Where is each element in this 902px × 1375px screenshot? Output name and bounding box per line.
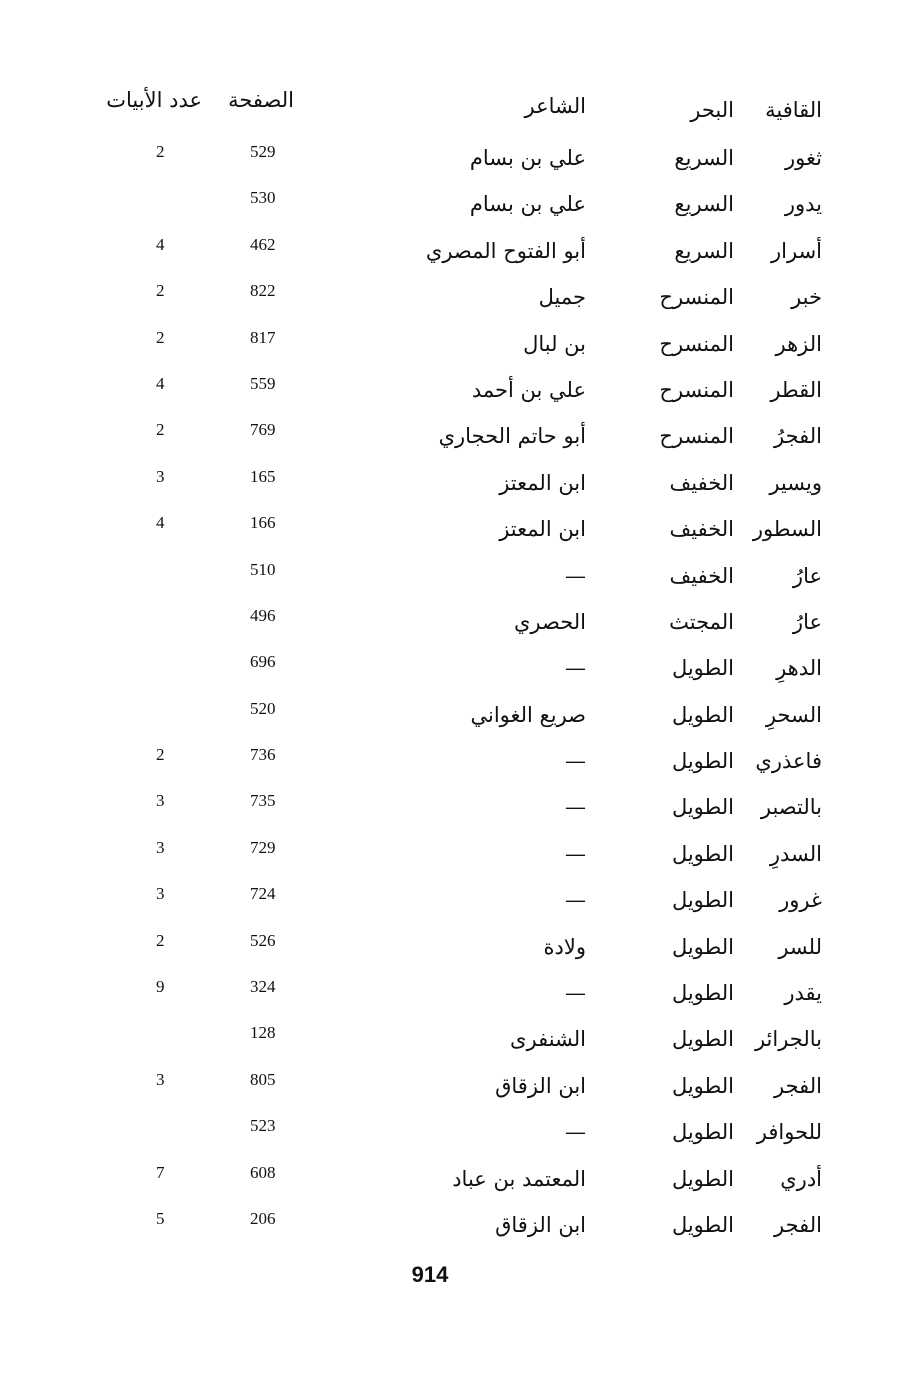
cell-shaer: ابن المعتز (499, 517, 586, 542)
cell-bahr: المنسرح (659, 285, 734, 310)
cell-shaer: — (565, 888, 586, 913)
table-row (0, 789, 902, 835)
header-qafiya: القافية (765, 98, 822, 122)
table-row (0, 650, 902, 696)
table-row (0, 186, 902, 232)
table-header (0, 88, 902, 128)
cell-abyat: 3 (156, 837, 165, 857)
table-row (0, 465, 902, 511)
cell-abyat: 5 (156, 1208, 165, 1228)
cell-abyat: 3 (156, 1069, 165, 1089)
cell-shaer: علي بن بسام (469, 146, 586, 170)
cell-safha: 608 (250, 1162, 276, 1182)
cell-bahr: الطويل (671, 1073, 734, 1098)
cell-qafiya: الزهر (775, 331, 822, 356)
cell-bahr: السريع (674, 192, 734, 217)
cell-safha: 165 (250, 466, 276, 486)
cell-bahr: الطويل (671, 1212, 734, 1237)
table-row (0, 836, 902, 882)
cell-safha: 559 (250, 373, 276, 393)
cell-safha: 324 (250, 977, 276, 997)
cell-qafiya: السطور (752, 517, 822, 542)
cell-qafiya: للسر (778, 934, 822, 959)
cell-shaer: الشنفرى (510, 1027, 586, 1052)
cell-bahr: السريع (674, 146, 734, 170)
cell-abyat: 4 (156, 513, 165, 533)
cell-safha: 166 (250, 513, 276, 533)
cell-qafiya: السحرِ (765, 702, 822, 727)
cell-abyat: 3 (156, 791, 165, 811)
cell-safha: 530 (250, 188, 276, 208)
cell-abyat: 9 (156, 977, 165, 997)
table-row (0, 1068, 902, 1114)
cell-qafiya: عارُ (792, 609, 822, 634)
cell-safha: 696 (250, 652, 276, 672)
cell-shaer: — (565, 1120, 586, 1145)
cell-shaer: ابن الزقاق (495, 1073, 586, 1098)
cell-shaer: — (565, 795, 586, 820)
cell-safha: 729 (250, 837, 276, 857)
cell-safha: 206 (250, 1208, 276, 1228)
cell-abyat: 2 (156, 420, 165, 440)
cell-bahr: الطويل (671, 981, 734, 1006)
cell-bahr: المنسرح (659, 331, 734, 356)
cell-shaer: علي بن بسام (469, 192, 586, 217)
page-number: 914 (411, 1262, 449, 1287)
table-body (0, 140, 902, 1253)
cell-shaer: أبو الفتوح المصري (425, 238, 586, 263)
cell-safha: 526 (250, 930, 276, 950)
header-bahr: البحر (690, 98, 734, 122)
cell-bahr: الخفيف (669, 517, 734, 542)
cell-bahr: الطويل (671, 1120, 734, 1145)
cell-abyat: 4 (156, 373, 165, 393)
cell-shaer: بن لبال (523, 331, 586, 356)
cell-abyat: 3 (156, 466, 165, 486)
table-row (0, 975, 902, 1021)
cell-shaer: المعتمد بن عباد (452, 1166, 586, 1191)
cell-safha: 736 (250, 745, 276, 765)
cell-shaer: جميل (538, 285, 586, 310)
cell-qafiya: بالجرائر (754, 1027, 822, 1052)
cell-qafiya: الدهرِ (776, 656, 822, 681)
cell-shaer: ابن المعتز (499, 470, 586, 495)
table-row (0, 558, 902, 604)
cell-bahr: السريع (674, 238, 734, 263)
cell-qafiya: فاعذري (755, 749, 822, 774)
cell-bahr: الخفيف (669, 563, 734, 588)
cell-safha: 735 (250, 791, 276, 811)
cell-qafiya: الفجرُ (774, 424, 822, 449)
table-row (0, 604, 902, 650)
cell-safha: 128 (250, 1023, 276, 1043)
cell-safha: 805 (250, 1069, 276, 1089)
cell-abyat: 2 (156, 281, 165, 301)
cell-shaer: ابن الزقاق (495, 1212, 586, 1237)
table-row (0, 279, 902, 325)
cell-safha: 520 (250, 698, 276, 718)
cell-shaer: ولادة (543, 934, 586, 959)
cell-bahr: الخفيف (669, 470, 734, 495)
cell-shaer: الحصري (513, 609, 586, 634)
cell-qafiya: أدري (780, 1166, 822, 1191)
cell-safha: 724 (250, 884, 276, 904)
cell-safha: 529 (250, 142, 276, 161)
cell-qafiya: خبر (791, 285, 822, 310)
cell-abyat: 2 (156, 327, 165, 347)
cell-qafiya: القطر (770, 377, 822, 402)
table-row (0, 1207, 902, 1253)
cell-qafiya: يدور (784, 192, 822, 217)
table-row (0, 1114, 902, 1160)
cell-bahr: الطويل (671, 1027, 734, 1052)
table-row (0, 743, 902, 789)
cell-safha: 462 (250, 234, 276, 254)
table-row (0, 326, 902, 372)
cell-qafiya: بالتصبر (760, 795, 822, 820)
cell-shaer: أبو حاتم الحجاري (438, 424, 586, 449)
table-row (0, 1021, 902, 1067)
table-row (0, 929, 902, 975)
cell-abyat: 2 (156, 745, 165, 765)
cell-bahr: الطويل (671, 1166, 734, 1191)
cell-abyat: 7 (156, 1162, 165, 1182)
header-shaer: الشاعر (524, 94, 586, 118)
cell-qafiya: أسرار (771, 238, 822, 263)
table-row (0, 418, 902, 464)
cell-safha: 496 (250, 605, 276, 625)
cell-bahr: الطويل (671, 841, 734, 866)
cell-bahr: الطويل (671, 795, 734, 820)
cell-bahr: المنسرح (659, 377, 734, 402)
cell-qafiya: غرور (779, 888, 822, 913)
cell-qafiya: ويسير (769, 470, 822, 495)
cell-shaer: — (565, 749, 586, 774)
cell-qafiya: الفجر (774, 1073, 822, 1098)
cell-bahr: الطويل (671, 888, 734, 913)
cell-abyat: 3 (156, 884, 165, 904)
cell-abyat: 2 (156, 142, 165, 161)
cell-shaer: صريع الغواني (470, 702, 586, 727)
cell-bahr: الطويل (671, 702, 734, 727)
cell-safha: 510 (250, 559, 276, 579)
header-abyat: عدد الأبيات (106, 88, 202, 112)
cell-qafiya: للحوافر (756, 1120, 822, 1145)
cell-shaer: — (565, 841, 586, 866)
cell-bahr: المجتث (669, 609, 734, 634)
cell-bahr: الطويل (671, 656, 734, 681)
table-row (0, 511, 902, 557)
table-row (0, 372, 902, 418)
cell-shaer: علي بن أحمد (471, 377, 586, 402)
cell-safha: 769 (250, 420, 276, 440)
cell-abyat: 2 (156, 930, 165, 950)
header-safha: الصفحة (228, 88, 294, 112)
cell-shaer: — (565, 656, 586, 681)
cell-qafiya: عارُ (792, 563, 822, 588)
cell-abyat: 4 (156, 234, 165, 254)
cell-safha: 523 (250, 1116, 276, 1136)
cell-qafiya: الفجر (774, 1212, 822, 1237)
table-row (0, 1161, 902, 1207)
table-row (0, 697, 902, 743)
cell-safha: 822 (250, 281, 276, 301)
table-row (0, 233, 902, 279)
cell-safha: 817 (250, 327, 276, 347)
table-row (0, 882, 902, 928)
cell-bahr: الطويل (671, 749, 734, 774)
table-row (0, 140, 902, 186)
cell-shaer: — (565, 981, 586, 1006)
cell-qafiya: ثغور (785, 146, 822, 170)
cell-qafiya: يقدر (784, 981, 822, 1006)
cell-qafiya: السدرِ (769, 841, 822, 866)
cell-bahr: المنسرح (659, 424, 734, 449)
cell-shaer: — (565, 563, 586, 588)
cell-bahr: الطويل (671, 934, 734, 959)
